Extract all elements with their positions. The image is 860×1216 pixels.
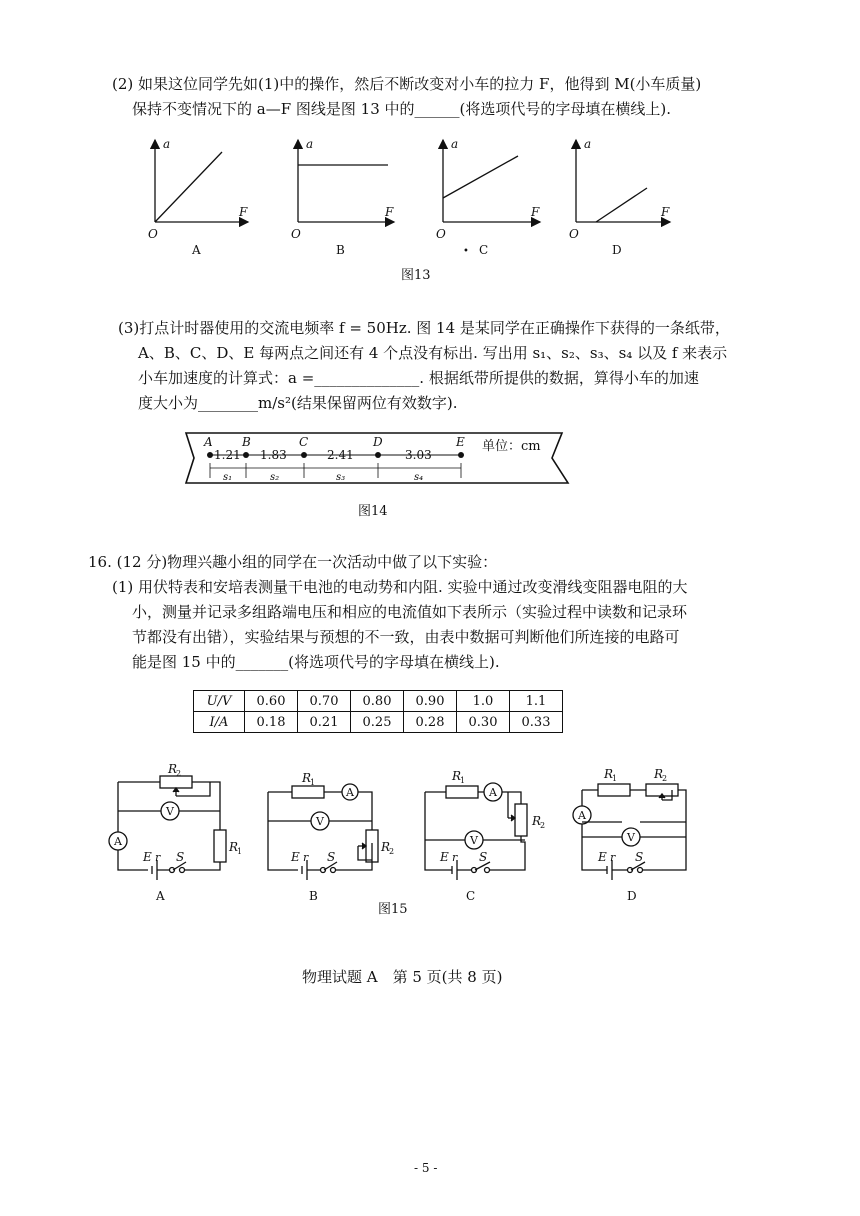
fig14-caption: 图14	[358, 504, 388, 519]
fig15-circuit-a	[109, 776, 226, 880]
data-table	[193, 690, 563, 733]
fig13-c-origin: O	[436, 227, 446, 241]
fig13-graph-c	[436, 137, 540, 257]
fig14-label-b: B	[242, 435, 251, 449]
fig15-d-s: S	[635, 850, 644, 864]
fig15-c-e: E	[440, 850, 449, 864]
fig13-a-origin: O	[148, 227, 158, 241]
fig15-c-r2: R	[532, 814, 542, 828]
fig14-seg-4: s₄	[414, 472, 424, 483]
fig15-b-r: r	[303, 851, 309, 864]
table-cell: 0.28	[404, 712, 457, 733]
fig13-d-ylabel: a	[584, 137, 592, 151]
fig14-distance-4: 3.03	[405, 448, 432, 462]
fig14-distance-1: 1.21	[214, 448, 241, 462]
fig14-distance-2: 1.83	[260, 448, 287, 462]
q15-part2-line2: 保持不变情况下的 a—F 图线是图 13 中的______(将选项代号的字母填在横线上).	[132, 100, 671, 118]
fig15-b-voltmeter: V	[316, 815, 324, 828]
fig15-a-r: r	[155, 851, 161, 864]
table-cell: I/A	[194, 712, 245, 733]
fig15-a-r1-sub: 1	[237, 847, 243, 856]
fig15-d-voltmeter: V	[627, 831, 635, 844]
fig15-b-r1-sub: 1	[310, 778, 316, 787]
table-cell: 0.90	[404, 691, 457, 712]
fig15-d-letter: D	[627, 889, 637, 903]
fig15-c-ammeter: A	[489, 786, 497, 799]
fig15-circuit-c	[425, 783, 527, 880]
fig15-c-r2-sub: 2	[540, 821, 546, 830]
fig13-b-origin: O	[291, 227, 301, 241]
q16-line2: 小，测量并记录多组路端电压和相应的电流值如下表所示（实验过程中读数和记录环	[132, 603, 688, 621]
fig13-d-origin: O	[569, 227, 579, 241]
table-cell: 0.80	[351, 691, 404, 712]
fig15-b-letter: B	[309, 889, 318, 903]
fig14-dot-d	[375, 452, 381, 458]
fig13-graph-d	[569, 137, 670, 257]
fig15-b-e: E	[291, 850, 300, 864]
table-cell: 0.70	[298, 691, 351, 712]
fig15-a-e: E	[143, 850, 152, 864]
fig15-d-ammeter: A	[578, 809, 586, 822]
fig14-tape	[180, 430, 575, 486]
fig15-b-r2: R	[381, 840, 391, 854]
fig15-a-r2-sub: 2	[176, 769, 182, 778]
fig15-b-r2-sub: 2	[389, 847, 395, 856]
fig15-c-r: r	[452, 851, 458, 864]
fig15-b-ammeter: A	[346, 786, 354, 799]
fig13-stray-mark: •	[463, 246, 469, 257]
fig15-b-r1: R	[302, 771, 312, 785]
q15-part3-line1: (3)打点计时器使用的交流电频率 f = 50Hz. 图 14 是某同学在正确操作下获得的一条纸带，	[118, 319, 730, 337]
q16-line3: 节都没有出错），实验结果与预想的不一致，由表中数据可判断他们所连接的电路可	[132, 628, 680, 646]
table-cell: U/V	[194, 691, 245, 712]
fig13-a-letter: A	[192, 243, 201, 257]
fig14-label-d: D	[373, 435, 383, 449]
fig14-dot-a	[207, 452, 213, 458]
table-cell: 0.60	[245, 691, 298, 712]
fig15-d-r2: R	[654, 767, 664, 781]
table-cell: 0.33	[510, 712, 563, 733]
q15-part2-line1: (2) 如果这位同学先如(1)中的操作，然后不断改变对小车的拉力 F，他得到 M(小车质量)	[112, 75, 702, 93]
table-cell: 1.0	[457, 691, 510, 712]
table-row-i	[194, 712, 563, 733]
fig13-b-letter: B	[336, 243, 345, 257]
fig14-dot-c	[301, 452, 307, 458]
fig13-d-letter: D	[612, 243, 622, 257]
fig15-d-r1: R	[604, 767, 614, 781]
fig15-circuits	[0, 760, 860, 920]
fig15-c-s: S	[479, 850, 488, 864]
fig14-dot-e	[458, 452, 464, 458]
table-cell: 0.30	[457, 712, 510, 733]
table-row-u	[194, 691, 563, 712]
fig13-caption: 图13	[401, 268, 431, 283]
fig14-label-a: A	[204, 435, 213, 449]
fig13-d-xlabel: F	[661, 205, 670, 219]
fig15-a-ammeter: A	[114, 835, 122, 848]
table-cell: 1.1	[510, 691, 563, 712]
q16-title: 16. (12 分)物理兴趣小组的同学在一次活动中做了以下实验：	[88, 553, 498, 571]
fig13-b-xlabel: F	[385, 205, 394, 219]
fig15-c-r1: R	[452, 769, 462, 783]
fig14-seg-1: s₁	[223, 472, 233, 483]
fig15-a-voltmeter: V	[166, 805, 174, 818]
fig14-label-e: E	[456, 435, 465, 449]
q16-line1: (1) 用伏特表和安培表测量干电池的电动势和内阻. 实验中通过改变滑线变阻器电阻的大	[112, 578, 688, 596]
fig13-c-ylabel: a	[451, 137, 459, 151]
q16-line4: 能是图 15 中的_______(将选项代号的字母填在横线上).	[132, 653, 500, 671]
fig15-a-letter: A	[156, 889, 165, 903]
fig15-c-voltmeter: V	[470, 834, 478, 847]
q15-part3-line3: 小车加速度的计算式：a =______________. 根据纸带所提供的数据，算得小车的加速	[138, 369, 699, 387]
q15-part3-line4: 度大小为________m/s²(结果保留两位有效数字).	[138, 394, 458, 412]
q15-part3-line2: A、B、C、D、E 每两点之间还有 4 个点没有标出. 写出用 s₁、s₂、s₃、s₄ 以及 f 来表示	[138, 344, 728, 362]
fig13-b-ylabel: a	[306, 137, 314, 151]
fig14-unit: 单位：cm	[482, 439, 541, 454]
fig14-dot-b	[243, 452, 249, 458]
fig13-a-xlabel: F	[239, 205, 248, 219]
table-cell: 0.25	[351, 712, 404, 733]
fig14-seg-3: s₃	[336, 472, 346, 483]
table-cell: 0.21	[298, 712, 351, 733]
fig15-d-e: E	[598, 850, 607, 864]
fig13-c-letter: C	[479, 243, 489, 257]
fig15-c-letter: C	[466, 889, 476, 903]
fig14-distance-3: 2.41	[327, 448, 354, 462]
fig14-label-c: C	[299, 435, 309, 449]
fig15-d-r1-sub: 1	[612, 774, 618, 783]
fig15-caption: 图15	[378, 902, 408, 917]
fig15-a-r1: R	[229, 840, 239, 854]
fig14-seg-2: s₂	[270, 472, 280, 483]
fig15-d-r2-sub: 2	[662, 774, 668, 783]
fig15-a-s: S	[176, 850, 185, 864]
table-cell: 0.18	[245, 712, 298, 733]
fig15-d-r: r	[610, 851, 616, 864]
fig13-graph-b	[291, 137, 394, 257]
fig15-c-r1-sub: 1	[460, 776, 466, 785]
page-footer-title: 物理试题 A 第 5 页(共 8 页)	[302, 968, 503, 986]
fig15-circuit-b	[268, 784, 378, 880]
fig13-graph-a	[148, 137, 248, 257]
fig15-b-s: S	[327, 850, 336, 864]
page-number: - 5 -	[414, 1161, 438, 1175]
fig15-a-r2: R	[168, 762, 178, 776]
fig13-a-ylabel: a	[163, 137, 171, 151]
fig13-c-xlabel: F	[531, 205, 540, 219]
